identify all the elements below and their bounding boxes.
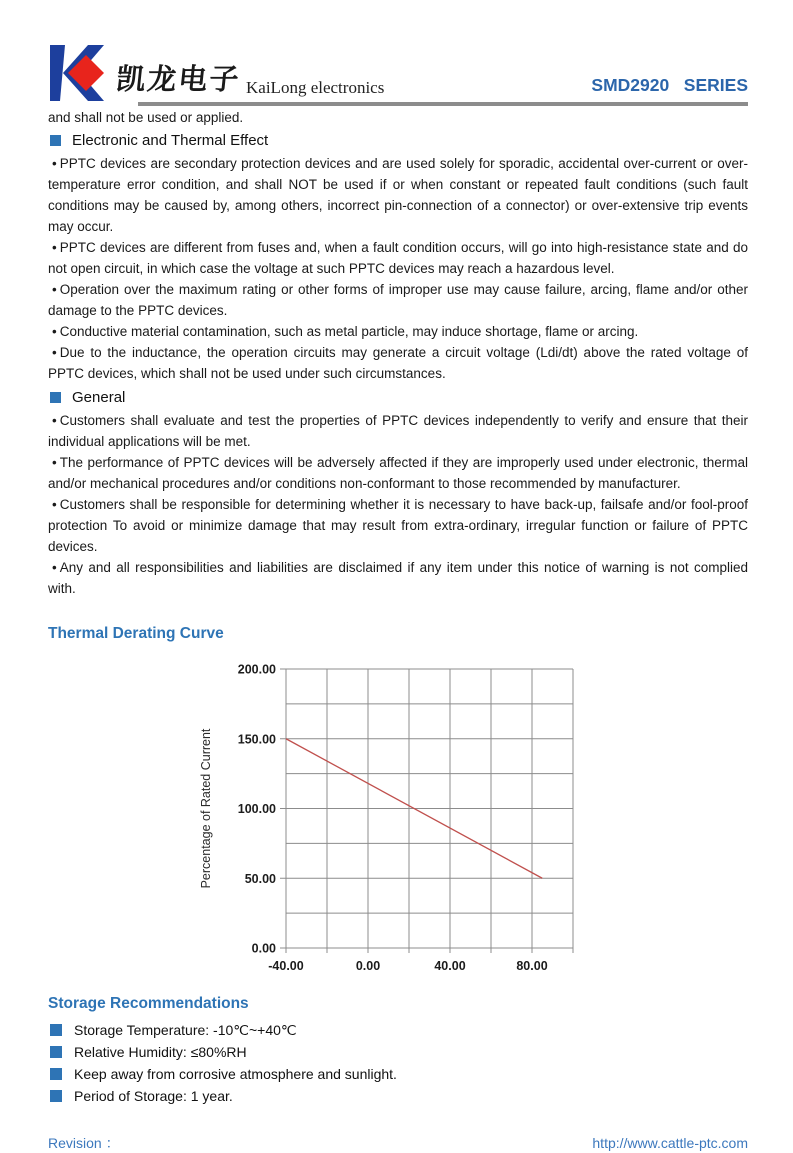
section-title: General bbox=[72, 389, 126, 406]
paragraph bbox=[48, 494, 748, 557]
item-bullet-icon bbox=[50, 1024, 62, 1036]
company-name-chinese: 凯龙电子 bbox=[114, 62, 243, 96]
bullet-dot-icon: • bbox=[52, 282, 57, 297]
section-header-general bbox=[48, 389, 748, 406]
bullet-dot-icon: • bbox=[52, 345, 57, 360]
derating-chart-container bbox=[194, 659, 604, 981]
paragraph-text: Operation over the maximum rating or other forms of improper use may cause failure, arcing, flame and/or other damage to the PPTC devices. bbox=[48, 282, 748, 318]
y-axis-title: Percentage of Rated Current bbox=[199, 728, 213, 889]
company-logo bbox=[48, 44, 384, 102]
revision-label: Revision ： bbox=[48, 1135, 120, 1151]
bullet-dot-icon: • bbox=[52, 455, 57, 470]
x-tick-label: 40.00 bbox=[434, 959, 466, 973]
paragraph-text: Conductive material contamination, such as metal particle, may induce shortage, flame or arcing. bbox=[59, 324, 639, 339]
paragraph-text: Due to the inductance, the operation circuits may generate a circuit voltage (Ldi/dt) above the rated voltage of PPTC devices, which shall not be used under such circumstances. bbox=[48, 345, 748, 381]
paragraph-text: PPTC devices are secondary protection devices and are used solely for sporadic, accidental over-current or over-temperature error condition, and shall NOT be used if or when constant or repeated fault conditions (such fault conditions may be caused by, among others, incorrect pin-connection of a connector) or over-extensive trip events may occur. bbox=[48, 156, 748, 234]
section-header-electronic-thermal bbox=[48, 132, 748, 149]
storage-item-text: Keep away from corrosive atmosphere and sunlight. bbox=[74, 1066, 397, 1082]
derating-section-title: Thermal Derating Curve bbox=[48, 625, 224, 642]
storage-item bbox=[48, 1041, 748, 1063]
derating-chart bbox=[194, 659, 604, 981]
item-bullet-icon bbox=[50, 1068, 62, 1080]
storage-item bbox=[48, 1063, 748, 1085]
storage-item bbox=[48, 1019, 748, 1041]
y-tick-label: 200.00 bbox=[237, 662, 276, 677]
company-name-english: KaiLong electronics bbox=[246, 78, 385, 97]
paragraph-text: PPTC devices are different from fuses and, when a fault condition occurs, will go into high-resistance state and do not open circuit, in which case the voltage at such PPTC devices may reach a hazardous level. bbox=[48, 240, 748, 276]
section-bullet-icon bbox=[50, 135, 61, 146]
paragraph bbox=[48, 153, 748, 237]
paragraph bbox=[48, 342, 748, 384]
storage-item-text: Period of Storage: 1 year. bbox=[74, 1088, 233, 1104]
paragraph-text: The performance of PPTC devices will be adversely affected if they are improperly used under electronic, thermal and/or mechanical procedures and/or conditions non-conformant to those recommended by manufacturer. bbox=[48, 455, 748, 491]
y-tick-label: 100.00 bbox=[237, 802, 276, 816]
item-bullet-icon bbox=[50, 1046, 62, 1058]
storage-item-text: Storage Temperature: -10℃~+40℃ bbox=[74, 1022, 297, 1038]
paragraph-text: Customers shall evaluate and test the properties of PPTC devices independently to verify and ensure that their individual applications will be met. bbox=[48, 413, 748, 449]
storage-item-text: Relative Humidity: ≤80%RH bbox=[74, 1044, 247, 1060]
y-tick-label: 150.00 bbox=[237, 732, 276, 747]
bullet-dot-icon: • bbox=[52, 324, 57, 339]
paragraph bbox=[48, 410, 748, 452]
x-tick-label: 80.00 bbox=[516, 959, 548, 973]
storage-section-title: Storage Recommendations bbox=[48, 995, 249, 1012]
paragraph-text: Customers shall be responsible for determining whether it is necessary to have back-up, failsafe and/or fool-proof protection To avoid or minimize damage that may result from extra-ordinary, irregular function or failure of PPTC devices. bbox=[48, 497, 748, 554]
paragraph-text: Any and all responsibilities and liabilities are disclaimed if any item under this notice of warning is not complied with. bbox=[48, 560, 748, 596]
page-footer bbox=[48, 1133, 748, 1153]
storage-item bbox=[48, 1085, 748, 1107]
series-label: SMD2920 SERIES bbox=[591, 75, 748, 95]
x-tick-label: -40.00 bbox=[268, 959, 304, 973]
item-bullet-icon bbox=[50, 1090, 62, 1102]
bullet-dot-icon: • bbox=[52, 560, 57, 575]
y-tick-label: 0.00 bbox=[251, 941, 276, 956]
section-title: Electronic and Thermal Effect bbox=[72, 132, 269, 149]
bullet-dot-icon: • bbox=[52, 497, 57, 512]
page-header bbox=[48, 44, 748, 102]
y-tick-label: 50.00 bbox=[244, 871, 276, 886]
kailong-logo-icon bbox=[48, 44, 108, 102]
bullet-dot-icon: • bbox=[52, 413, 57, 428]
section-bullet-icon bbox=[50, 392, 61, 403]
x-tick-label: 0.00 bbox=[355, 959, 381, 973]
paragraph bbox=[48, 452, 748, 494]
paragraph bbox=[48, 237, 748, 279]
paragraph bbox=[48, 557, 748, 599]
bullet-dot-icon: • bbox=[52, 156, 57, 171]
paragraph bbox=[48, 279, 748, 321]
header-divider bbox=[138, 102, 748, 106]
website-link[interactable]: http://www.cattle-ptc.com bbox=[592, 1135, 748, 1151]
paragraph bbox=[48, 321, 748, 342]
continuation-text: and shall not be used or applied. bbox=[48, 110, 244, 125]
bullet-dot-icon: • bbox=[52, 240, 57, 255]
